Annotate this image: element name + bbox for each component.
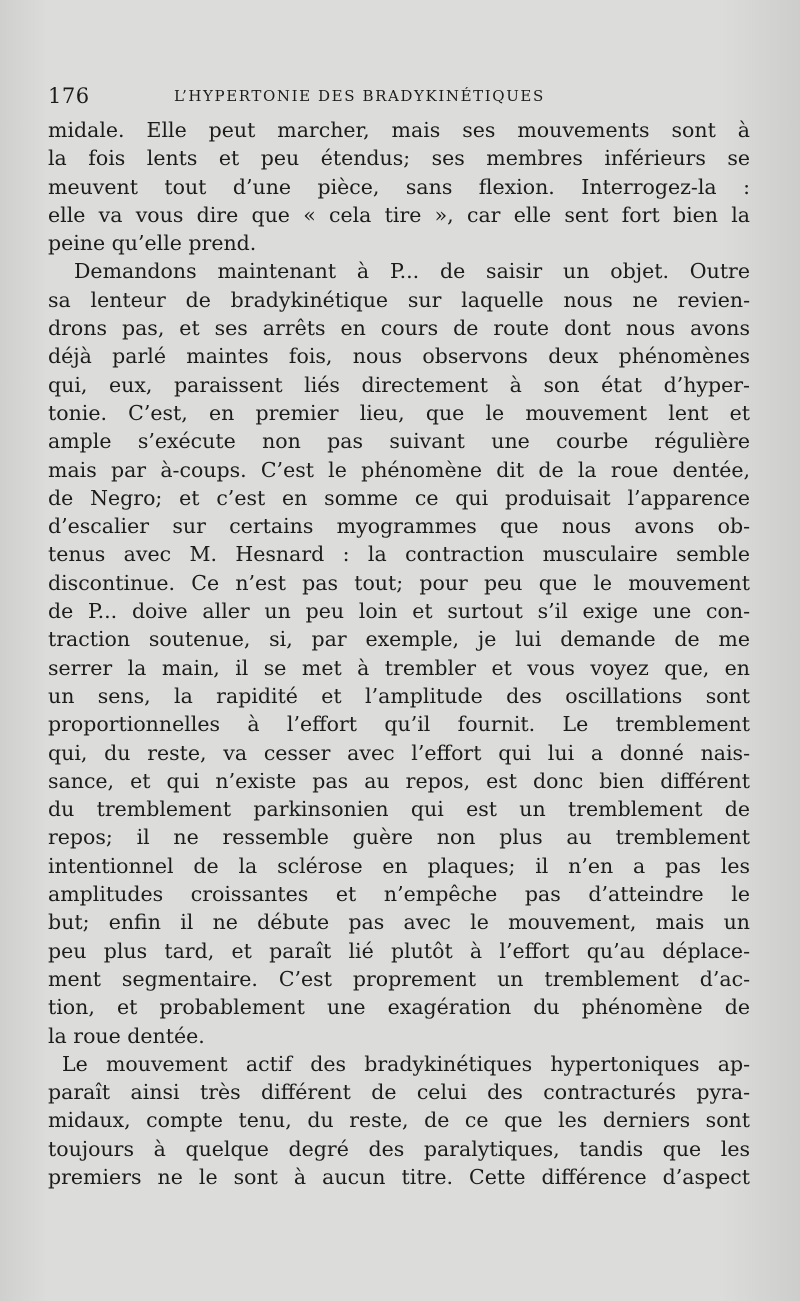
text-line: meuvent tout d’une pièce, sans flexion. Interrogez-la : bbox=[48, 174, 750, 199]
text-line: tion, et probablement une exagération du phénomène de bbox=[48, 995, 750, 1020]
text-line: la roue dentée. bbox=[48, 1023, 205, 1048]
text-line: la fois lents et peu étendus; ses membres inférieurs se bbox=[48, 146, 750, 171]
text-line: toujours à quelque degré des paralytiques, tandis que les bbox=[48, 1136, 750, 1161]
text-line: tenus avec M. Hesnard : la contraction musculaire semble bbox=[48, 542, 750, 567]
body-text bbox=[48, 116, 750, 1191]
text-line: midaux, compte tenu, du reste, de ce que les derniers sont bbox=[48, 1108, 750, 1133]
text-line: drons pas, et ses arrêts en cours de route dont nous avons bbox=[48, 316, 750, 341]
text-line: but; enfin il ne débute pas avec le mouvement, mais un bbox=[48, 910, 750, 935]
text-line: traction soutenue, si, par exemple, je lui demande de me bbox=[48, 627, 750, 652]
text-line: elle va vous dire que « cela tire », car elle sent fort bien la bbox=[48, 202, 750, 227]
text-line: de Negro; et c’est en somme ce qui produisait l’apparence bbox=[48, 485, 750, 510]
page-number: 176 bbox=[48, 84, 90, 108]
text-line: qui, eux, paraissent liés directement à son état d’hyper- bbox=[48, 372, 750, 397]
text-line: mais par à-coups. C’est le phénomène dit de la roue dentée, bbox=[48, 457, 750, 482]
text-line: qui, du reste, va cesser avec l’effort qui lui a donné nais- bbox=[48, 740, 750, 765]
text-line: de P... doive aller un peu loin et surtout s’il exige une con- bbox=[48, 599, 750, 624]
running-head: L’HYPERTONIE DES BRADYKINÉTIQUES bbox=[174, 87, 545, 105]
text-line: déjà parlé maintes fois, nous observons deux phénomènes bbox=[48, 344, 750, 369]
text-line: peine qu’elle prend. bbox=[48, 231, 257, 256]
text-line: midale. Elle peut marcher, mais ses mouvements sont à bbox=[48, 118, 750, 142]
text-line: d’escalier sur certains myogrammes que nous avons ob- bbox=[48, 514, 750, 539]
text-line: repos; il ne ressemble guère non plus au tremblement bbox=[48, 825, 750, 850]
text-line: intentionnel de la sclérose en plaques; il n’en a pas les bbox=[48, 853, 750, 878]
text-line: discontinue. Ce n’est pas tout; pour peu que le mouvement bbox=[48, 570, 750, 595]
text-line: serrer la main, il se met à trembler et vous voyez que, en bbox=[48, 655, 750, 680]
text-line: sance, et qui n’existe pas au repos, est donc bien différent bbox=[48, 768, 750, 793]
page-header bbox=[48, 84, 750, 110]
text-line: ample s’exécute non pas suivant une courbe régulière bbox=[48, 429, 750, 454]
text-line: tonie. C’est, en premier lieu, que le mouvement lent et bbox=[48, 400, 750, 425]
text-line: premiers ne le sont à aucun titre. Cette différence d’aspect bbox=[48, 1164, 750, 1189]
text-line: un sens, la rapidité et l’amplitude des oscillations sont bbox=[48, 683, 750, 708]
text-line: ment segmentaire. C’est proprement un tremblement d’ac- bbox=[48, 966, 750, 991]
text-line: proportionnelles à l’effort qu’il fournit. Le tremblement bbox=[48, 712, 750, 737]
text-line: paraît ainsi très différent de celui des contracturés pyra- bbox=[48, 1080, 750, 1105]
text-line: sa lenteur de bradykinétique sur laquelle nous ne revien- bbox=[48, 287, 750, 312]
text-line: Le mouvement actif des bradykinétiques hypertoniques ap- bbox=[62, 1051, 750, 1076]
text-line: amplitudes croissantes et n’empêche pas d’atteindre le bbox=[48, 882, 750, 907]
text-line: du tremblement parkinsonien qui est un tremblement de bbox=[48, 797, 750, 822]
text-line: Demandons maintenant à P... de saisir un objet. Outre bbox=[74, 259, 750, 284]
text-line: peu plus tard, et paraît lié plutôt à l’effort qu’au déplace- bbox=[48, 938, 750, 963]
